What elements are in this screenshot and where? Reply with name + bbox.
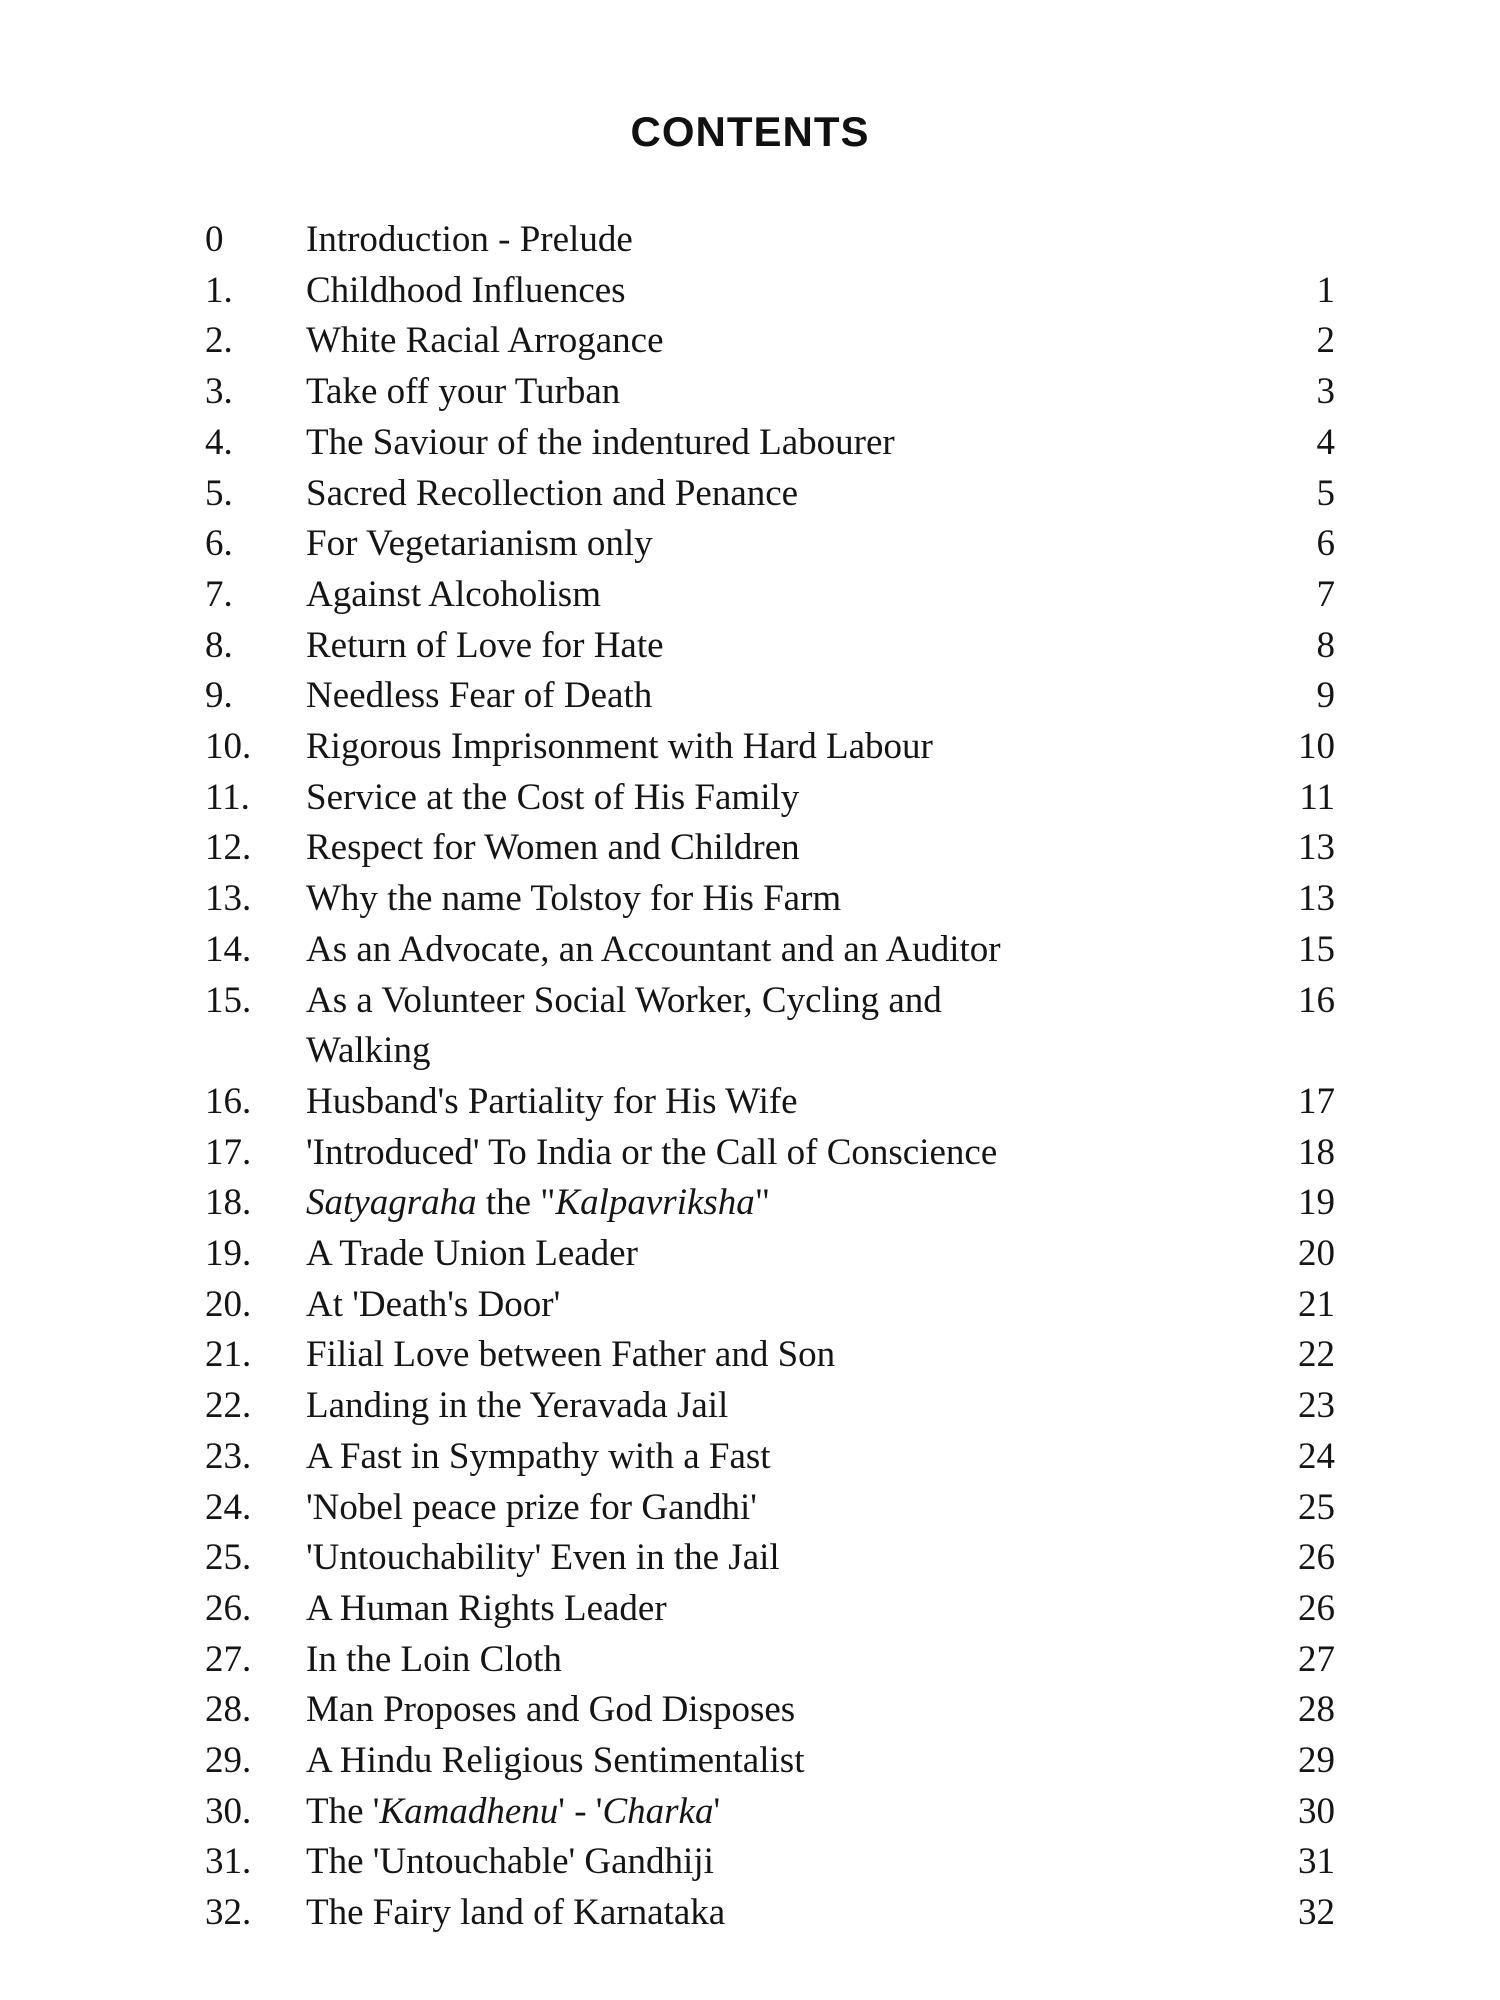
toc-entry-page: 21 — [1298, 1283, 1335, 1325]
toc-entry-title: In the Loin Cloth — [306, 1638, 562, 1680]
toc-entry-number: 4. — [205, 421, 233, 463]
toc-entry-number: 8. — [205, 624, 233, 666]
toc-entry-number: 26. — [205, 1587, 252, 1629]
toc-entry-page: 2 — [1316, 320, 1335, 362]
toc-entry-page: 6 — [1316, 523, 1335, 565]
toc-entry-title: For Vegetarianism only — [306, 523, 653, 565]
toc-entry-number: 6. — [205, 523, 233, 565]
toc-entry-number: 29. — [205, 1740, 252, 1781]
toc-entry-number: 20. — [205, 1283, 252, 1325]
toc-entry-title-part: ' - ' — [558, 1790, 603, 1832]
toc-entry-title-part: the " — [476, 1182, 556, 1224]
toc-entry-title: Sacred Recollection and Penance — [306, 472, 799, 514]
toc-entry-page: 4 — [1316, 421, 1335, 463]
toc-entry-page: 31 — [1298, 1841, 1335, 1883]
toc-entry-page: 7 — [1316, 573, 1335, 615]
toc-entry-page: 20 — [1298, 1233, 1335, 1274]
toc-entry-number: 13. — [205, 878, 252, 920]
toc-entry-title: Childhood Influences — [306, 269, 626, 311]
toc-entry-title-continued: Walking — [306, 1030, 431, 1072]
toc-entry-title: Landing in the Yeravada Jail — [306, 1385, 729, 1427]
toc-entry-page: 28 — [1298, 1689, 1335, 1731]
toc-entry-page: 16 — [1298, 979, 1335, 1021]
toc-entry-number: 7. — [205, 573, 233, 615]
toc-entry-page: 13 — [1298, 827, 1335, 869]
toc-entry-number: 0 — [205, 219, 224, 260]
toc-entry-number: 11. — [205, 776, 250, 818]
toc-entry-number: 30. — [205, 1790, 252, 1832]
toc-entry-page: 19 — [1298, 1182, 1335, 1224]
toc-entry-title: 'Untouchability' Even in the Jail — [306, 1537, 780, 1579]
toc-entry-number: 24. — [205, 1486, 252, 1528]
toc-entry-page: 26 — [1298, 1587, 1335, 1629]
toc-entry-number: 28. — [205, 1689, 252, 1731]
toc-entry-number: 19. — [205, 1233, 252, 1274]
toc-entry-number: 18. — [205, 1182, 252, 1224]
toc-entry-number: 12. — [205, 827, 252, 869]
toc-entry-number: 27. — [205, 1638, 252, 1680]
toc-entry-title: Respect for Women and Children — [306, 827, 800, 869]
toc-entry-title-part: Satyagraha — [306, 1182, 477, 1224]
toc-entry-page: 15 — [1298, 928, 1335, 970]
toc-entry-number: 31. — [205, 1841, 252, 1883]
toc-entry-number: 17. — [205, 1131, 252, 1173]
toc-entry-number: 25. — [205, 1537, 252, 1579]
toc-entry-title-part: Charka — [602, 1790, 714, 1832]
toc-entry-title: At 'Death's Door' — [306, 1283, 561, 1325]
toc-entry-title: As an Advocate, an Accountant and an Auditor — [306, 928, 1001, 970]
toc-entry-page: 8 — [1316, 624, 1335, 666]
toc-entry-title: Against Alcoholism — [306, 573, 601, 615]
toc-entry-title: 'Introduced' To India or the Call of Conscience — [306, 1131, 998, 1173]
toc-entry-title: A Hindu Religious Sentimentalist — [306, 1740, 805, 1781]
toc-entry-number: 15. — [205, 979, 252, 1021]
toc-entry-title: 'Nobel peace prize for Gandhi' — [306, 1486, 757, 1528]
toc-entry-number: 3. — [205, 371, 233, 413]
toc-entry-page: 1 — [1316, 269, 1335, 311]
toc-entry-title: Rigorous Imprisonment with Hard Labour — [306, 726, 933, 767]
toc-entry-number: 16. — [205, 1080, 252, 1122]
toc-entry-page: 22 — [1298, 1334, 1335, 1376]
toc-entry-page: 25 — [1298, 1486, 1335, 1528]
toc-entry-title-part: Kamadhenu — [379, 1790, 559, 1832]
toc-entry-title-part: " — [754, 1182, 770, 1224]
toc-entry-title: Husband's Partiality for His Wife — [306, 1080, 798, 1122]
toc-entry-number: 21. — [205, 1334, 252, 1376]
toc-entry-page: 9 — [1316, 675, 1335, 717]
toc-entry-title: Take off your Turban — [306, 371, 621, 413]
toc-entry-title-part: The ' — [306, 1790, 380, 1832]
toc-entry-title: White Racial Arrogance — [306, 320, 664, 362]
toc-entry-page: 3 — [1316, 371, 1335, 413]
toc-entry-title: A Trade Union Leader — [306, 1233, 638, 1274]
toc-entry-title: A Human Rights Leader — [306, 1587, 667, 1629]
toc-entry-page: 24 — [1298, 1435, 1335, 1477]
toc-entry-page: 26 — [1298, 1537, 1335, 1579]
toc-entry-title-part: ' — [713, 1790, 721, 1832]
toc-entry-title — [306, 1178, 1226, 1228]
toc-entry-title: A Fast in Sympathy with a Fast — [306, 1435, 771, 1477]
toc-entry-number: 9. — [205, 675, 233, 717]
toc-entry-title: The Saviour of the indentured Labourer — [306, 421, 895, 463]
toc-entry-title: Needless Fear of Death — [306, 675, 653, 717]
toc-entry-title: Man Proposes and God Disposes — [306, 1689, 796, 1731]
toc-entry-title: The Fairy land of Karnataka — [306, 1892, 726, 1934]
toc-entry-page: 30 — [1298, 1790, 1335, 1832]
toc-entry-title: Why the name Tolstoy for His Farm — [306, 878, 842, 920]
toc-entry-number: 5. — [205, 472, 233, 514]
toc-entry-number: 10. — [205, 726, 252, 767]
toc-entry-title — [306, 1787, 1226, 1837]
toc-entry-page: 32 — [1298, 1892, 1335, 1934]
toc-entry-title-part: Kalpavriksha — [555, 1182, 755, 1224]
toc-entry-page: 23 — [1298, 1385, 1335, 1427]
toc-entry-page: 27 — [1298, 1638, 1335, 1680]
toc-entry-number: 22. — [205, 1385, 252, 1427]
toc-entry-page: 18 — [1298, 1131, 1335, 1173]
toc-entry-page: 17 — [1298, 1080, 1335, 1122]
toc-entry-page: 13 — [1298, 878, 1335, 920]
toc-entry-number: 2. — [205, 320, 233, 362]
toc-entry-number: 14. — [205, 928, 252, 970]
toc-entry-title: Introduction - Prelude — [306, 219, 633, 260]
toc-entry-number: 23. — [205, 1435, 252, 1477]
toc-entry-title: Service at the Cost of His Family — [306, 776, 800, 818]
toc-entry-page: 5 — [1316, 472, 1335, 514]
toc-entry-title: As a Volunteer Social Worker, Cycling and — [306, 979, 942, 1021]
toc-entry-number: 32. — [205, 1892, 252, 1934]
page-title: CONTENTS — [630, 108, 870, 155]
toc-entry-number: 1. — [205, 269, 233, 311]
toc-entry-title: The 'Untouchable' Gandhiji — [306, 1841, 714, 1883]
toc-entry-page: 11 — [1299, 776, 1335, 818]
toc-entry-title: Return of Love for Hate — [306, 624, 664, 666]
toc-entry-page: 10 — [1298, 726, 1335, 767]
toc-entry-title: Filial Love between Father and Son — [306, 1334, 836, 1376]
toc-entry-page: 29 — [1298, 1740, 1335, 1781]
